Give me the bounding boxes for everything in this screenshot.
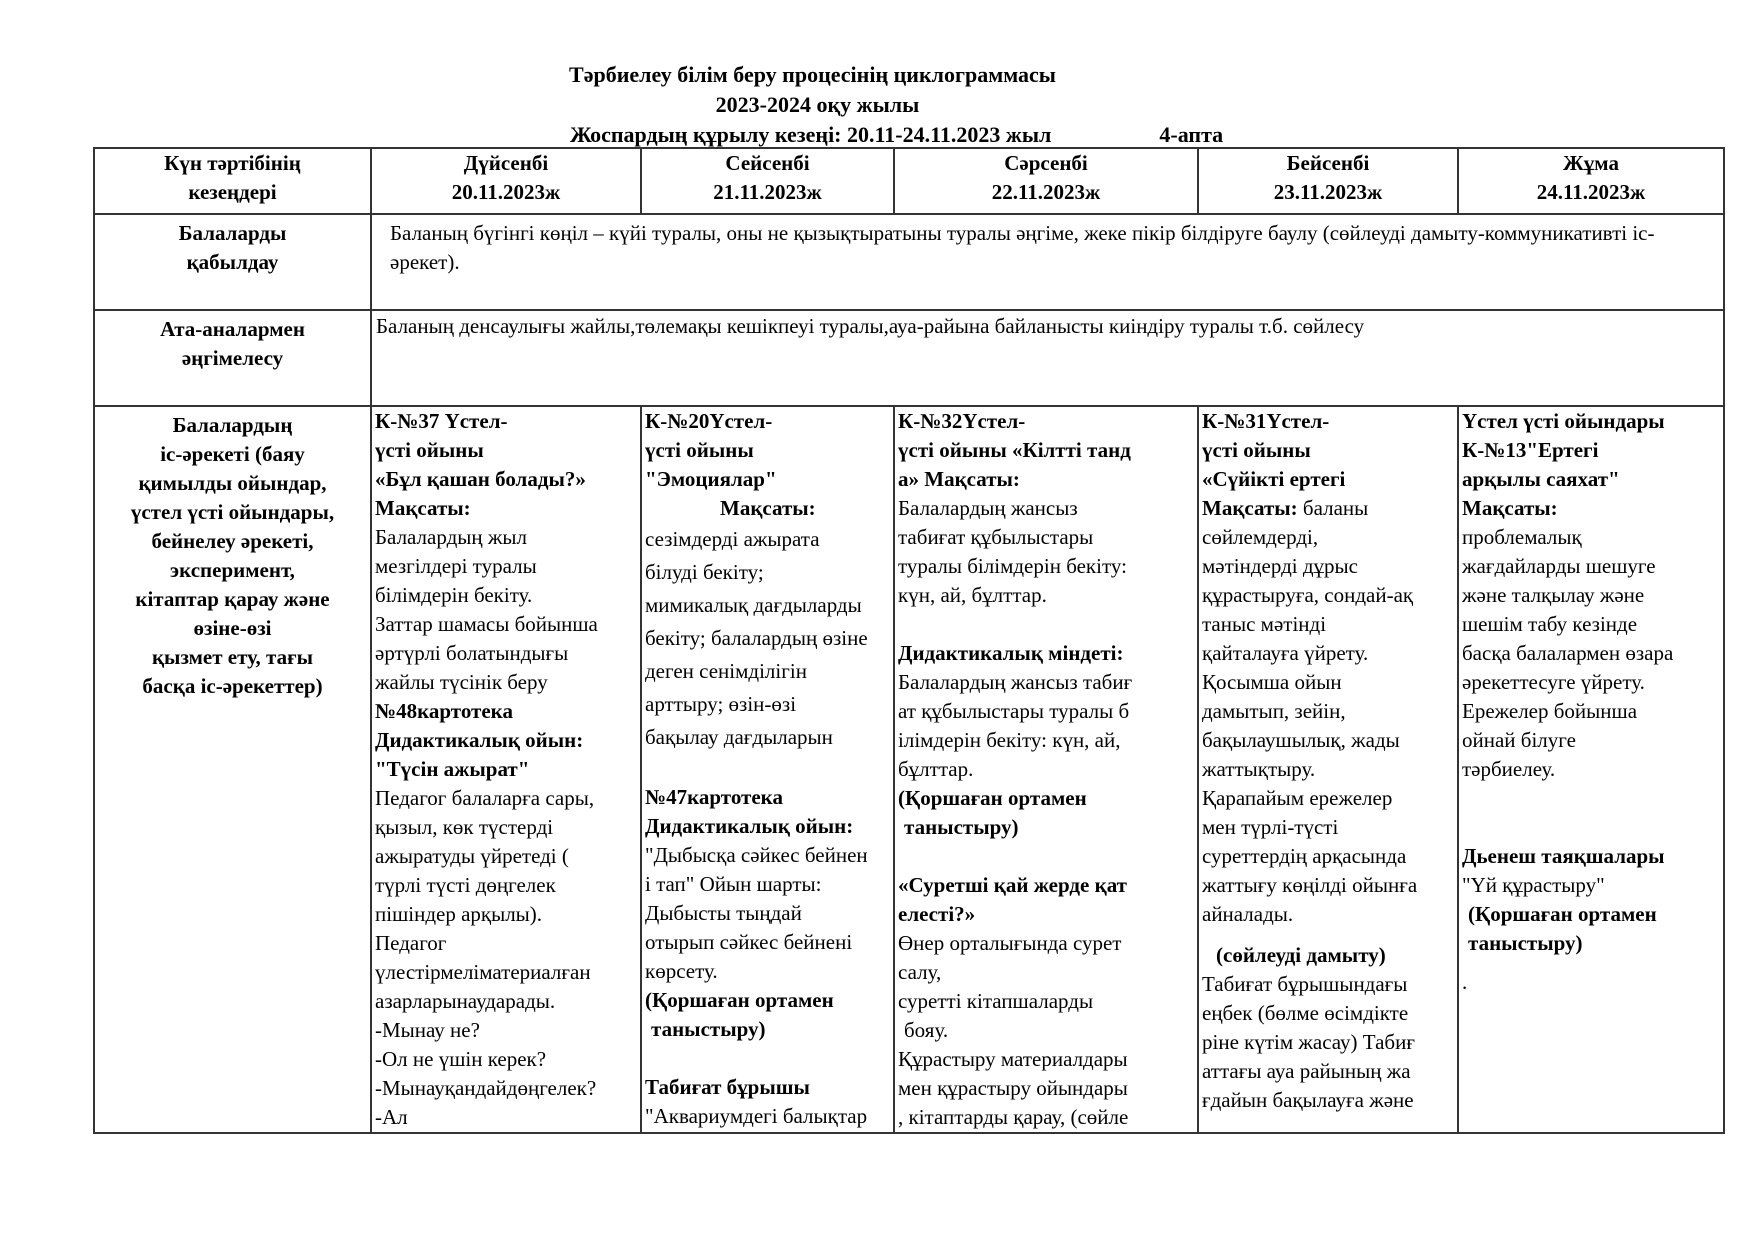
activity-line: «Сүйікті ертегі: [1202, 467, 1346, 491]
activity-line: түрлі түсті дөңгелек: [375, 873, 556, 897]
activity-line: К-№20Үстел-: [645, 409, 773, 433]
activity-line: Педагог: [375, 931, 447, 955]
activity-line: "Аквариумдегі балықтар: [645, 1104, 868, 1128]
activity-label-line: қимылды ойындар,: [138, 471, 327, 495]
activity-line: тәрбиелеу.: [1462, 757, 1556, 781]
wednesday-date: 22.11.2023ж: [991, 180, 1101, 204]
parents-label-line2: әңгімелесу: [181, 346, 284, 370]
header-row: [94, 148, 1724, 214]
activity-line: білімдерін бекіту.: [375, 583, 533, 607]
activity-line: құрастыруға, сондай-ақ: [1202, 583, 1414, 607]
week-label: 4-апта: [1159, 122, 1224, 147]
activity-line: үлестірмеліматериалған: [375, 960, 591, 984]
activity-line: сөйлемдерді,: [1202, 525, 1319, 549]
thursday-date: 23.11.2023ж: [1273, 180, 1383, 204]
activity-label-line: эксперимент,: [170, 558, 295, 582]
activity-line: ілімдерін бекіту: күн, ай,: [898, 728, 1121, 752]
period-text: Жоспардың құрылу кезеңі: 20.11-24.11.2023 жыл: [570, 122, 1052, 147]
activity-line: Үстел үсті ойындары: [1462, 409, 1665, 433]
activity-line: , кітаптарды қарау, (сөйле: [898, 1105, 1129, 1129]
activity-line: азарларынаударады.: [375, 989, 556, 1013]
activity-line: Дидактикалық ойын:: [375, 728, 584, 752]
activity-line: туралы білімдерін бекіту:: [898, 554, 1127, 578]
activity-line: суретті кітапшаларды: [898, 989, 1094, 1013]
activity-line: сезімдерді ажырата: [645, 527, 820, 551]
wednesday-label: Сәрсенбі: [1004, 151, 1088, 175]
activity-line: отырып сәйкес бейнені: [645, 930, 853, 954]
col-thursday: [1198, 148, 1458, 214]
activity-line: Табиғат бұрышы: [645, 1075, 810, 1099]
friday-activity: [1458, 406, 1724, 1133]
activity-line: дамытып, зейін,: [1202, 699, 1346, 723]
activity-line: -Ал: [375, 1105, 408, 1129]
activity-line: және талқылау және: [1462, 583, 1645, 607]
activity-line: -Мынауқандайдөңгелек?: [375, 1076, 597, 1100]
cyclogram-table: [93, 147, 1725, 1134]
activity-label: [94, 406, 371, 1133]
activity-line: ажыратуды үйретеді (: [375, 844, 569, 868]
activity-line: К-№37 Үстел-: [375, 409, 508, 433]
activity-line: .: [1462, 970, 1468, 994]
tuesday-label: Сейсенбі: [725, 151, 810, 175]
activity-line: мен түрлі-түсті: [1202, 815, 1339, 839]
activity-line: ғдайын бақылауға және: [1202, 1088, 1414, 1112]
activity-label-line: Балалардың: [172, 413, 293, 437]
activity-line: Мақсаты:: [1462, 496, 1558, 520]
activity-line: -Ол не үшін керек?: [375, 1047, 547, 1071]
activity-line: айналады.: [1202, 902, 1294, 926]
friday-label: Жұма: [1563, 151, 1619, 175]
reception-row: [94, 214, 1724, 310]
activity-line: әртүрлі болатындығы: [375, 641, 569, 665]
activity-line: "Үй құрастыру": [1462, 873, 1605, 897]
activity-line: үсті ойыны: [645, 438, 754, 462]
col-schedule: [94, 148, 371, 214]
activity-line: қайталауға үйрету.: [1202, 641, 1369, 665]
activity-line: жаттығу көңілді ойынға: [1202, 873, 1418, 897]
activity-label-line: басқа іс-әрекеттер): [142, 674, 323, 698]
friday-date: 24.11.2023ж: [1536, 180, 1646, 204]
activity-line: «Бұл қашан болады?»: [375, 467, 586, 491]
activity-line: жаттықтыру.: [1202, 757, 1316, 781]
reception-text: Баланың бүгінгі көңіл – күйі туралы, оны не қызықтыратыны туралы әңгіме, жеке пікір білдіруге баулу (сөйлеуді дамыту-коммуникативті іс-әрекет).: [371, 214, 1724, 310]
activity-line: таныстыру): [651, 1017, 766, 1041]
activity-line: Дидактикалық міндеті:: [898, 641, 1124, 665]
monday-date: 20.11.2023ж: [451, 180, 561, 204]
activity-line: "Дыбысқа сәйкес бейнен: [645, 843, 868, 867]
activity-line: бақылау дағдыларын: [645, 725, 833, 749]
activity-line: №48картотека: [375, 699, 513, 723]
activity-line: мәтіндерді дұрыс: [1202, 554, 1358, 578]
activity-line: Балалардың жансыз: [898, 496, 1078, 520]
activity-line: Мақсаты:: [375, 496, 471, 520]
activity-line: Қосымша ойын: [1202, 670, 1342, 694]
monday-label: Дүйсенбі: [463, 151, 549, 175]
activity-line: Табиғат бұрышындағы: [1202, 972, 1408, 996]
activity-line: аттағы ауа райының жа: [1202, 1059, 1411, 1083]
activity-line: К-№31Үстел-: [1202, 409, 1330, 433]
activity-line: (сөйлеуді дамыту): [1216, 943, 1386, 967]
activity-line: Заттар шамасы бойынша: [375, 612, 598, 636]
activity-line: бақылаушылық, жады: [1202, 728, 1400, 752]
activity-line: табиғат құбылыстары: [898, 525, 1094, 549]
tuesday-date: 21.11.2023ж: [713, 180, 822, 204]
activity-line: (Қоршаған ортамен: [898, 786, 1087, 810]
activity-label-line: іс-әрекеті (баяу: [160, 442, 305, 466]
activity-line: білуді бекіту;: [645, 560, 764, 584]
activity-line: Дыбысты тыңдай: [645, 901, 802, 925]
activity-label-line: өзіне-өзі: [193, 616, 272, 640]
activity-row: [94, 406, 1724, 1133]
activity-line: К-№13"Ертегі: [1462, 438, 1599, 462]
activity-label-line: үстел үсті ойындары,: [130, 500, 335, 524]
parents-row: [94, 310, 1724, 406]
parents-label: [94, 310, 371, 406]
col-wednesday: [894, 148, 1198, 214]
activity-line: үсті ойыны: [1202, 438, 1311, 462]
activity-line: а» Мақсаты:: [898, 467, 1020, 491]
activity-line: Ережелер бойынша: [1462, 699, 1638, 723]
activity-line: еңбек (бөлме өсімдікте: [1202, 1001, 1409, 1025]
activity-line: басқа балалармен өзара: [1462, 641, 1674, 665]
goal-label: Мақсаты:: [1202, 496, 1298, 520]
activity-line: Дидактикалық ойын:: [645, 814, 854, 838]
activity-line: «Суретші қай жерде қат: [898, 873, 1127, 897]
activity-line: [1202, 494, 1454, 523]
col-schedule-line1: Күн тәртібінің: [164, 151, 301, 175]
col-schedule-line2: кезеңдері: [188, 180, 277, 204]
activity-line: суреттердің арқасында: [1202, 844, 1407, 868]
reception-label-line2: қабылдау: [186, 250, 279, 274]
planning-period: [570, 120, 1223, 150]
activity-line: үсті ойыны «Кілтті танд: [898, 438, 1131, 462]
activity-line: ойнай білуге: [1462, 728, 1576, 752]
activity-line: мен құрастыру ойындары: [898, 1076, 1128, 1100]
reception-label-line1: Балаларды: [178, 221, 287, 245]
activity-line: деген сенімділігін: [645, 659, 807, 683]
activity-line: арттыру; өзін-өзі: [645, 692, 797, 716]
activity-line: әрекеттесуге үйрету.: [1462, 670, 1645, 694]
goal-text: баланы: [1297, 496, 1369, 520]
activity-line: ріне күтім жасау) Табиғ: [1202, 1030, 1415, 1054]
document-title: Тәрбиелеу білім беру процесінің циклограммасы: [569, 62, 1056, 87]
activity-line: Дьенеш таяқшалары: [1462, 844, 1665, 868]
activity-line: қызыл, көк түстерді: [375, 815, 554, 839]
activity-line: көрсету.: [645, 959, 718, 983]
activity-line: пішіндер арқылы).: [375, 902, 543, 926]
academic-year: 2023-2024 оқу жылы: [715, 92, 920, 117]
activity-line: -Мынау не?: [375, 1018, 480, 1042]
activity-line: проблемалық: [1462, 525, 1582, 549]
activity-line: (Қоршаған ортамен: [645, 988, 834, 1012]
activity-line: Мақсаты:: [720, 496, 816, 520]
activity-line: і тап" Ойын шарты:: [645, 872, 822, 896]
activity-line: күн, ай, бұлттар.: [898, 583, 1047, 607]
activity-line: таныс мәтінді: [1202, 612, 1327, 636]
activity-line: Құрастыру материалдары: [898, 1047, 1128, 1071]
activity-label-line: кітаптар қарау және: [135, 587, 330, 611]
activity-line: Қарапайым ережелер: [1202, 786, 1393, 810]
activity-line: "Эмоциялар": [645, 467, 777, 491]
activity-line: таныстыру): [1468, 931, 1583, 955]
activity-line: салу,: [898, 960, 942, 984]
activity-line: таныстыру): [904, 815, 1019, 839]
activity-line: жағдайларды шешуге: [1462, 554, 1656, 578]
reception-label: [94, 214, 371, 310]
thursday-activity: [1198, 406, 1458, 1133]
activity-line: арқылы саяхат": [1462, 467, 1620, 491]
activity-line: үсті ойыны: [375, 438, 484, 462]
col-friday: [1458, 148, 1724, 214]
activity-line: елесті?»: [898, 902, 976, 926]
activity-line: Педагог балаларға сары,: [375, 786, 595, 810]
col-tuesday: [641, 148, 894, 214]
activity-line: К-№32Үстел-: [898, 409, 1026, 433]
col-monday: [371, 148, 641, 214]
activity-line: бояу.: [904, 1018, 949, 1042]
activity-line: бекіту; балалардың өзіне: [645, 626, 868, 650]
monday-activity: [371, 406, 641, 1133]
activity-line: жайлы түсінік беру: [375, 670, 548, 694]
activity-line: №47картотека: [645, 785, 783, 809]
thursday-label: Бейсенбі: [1286, 151, 1370, 175]
activity-line: Өнер орталығында сурет: [898, 931, 1122, 955]
activity-label-line: қызмет ету, тағы: [151, 645, 314, 669]
activity-label-line: бейнелеу әрекеті,: [151, 529, 314, 553]
tuesday-activity: [641, 406, 894, 1133]
activity-line: Балалардың жыл: [375, 525, 527, 549]
activity-line: ат құбылыстары туралы б: [898, 699, 1130, 723]
activity-line: (Қоршаған ортамен: [1468, 902, 1657, 926]
activity-line: мезгілдері туралы: [375, 554, 537, 578]
activity-line: мимикалық дағдыларды: [645, 593, 862, 617]
activity-line: бұлттар.: [898, 757, 974, 781]
activity-line: Балалардың жансыз табиғ: [898, 670, 1133, 694]
parents-label-line1: Ата-аналармен: [160, 317, 305, 341]
activity-line: шешім табу кезінде: [1462, 612, 1638, 636]
wednesday-activity: [894, 406, 1198, 1133]
parents-text: Баланың денсаулығы жайлы,төлемақы кешікпеуі туралы,ауа-райына байланысты киіндіру туралы т.б. сөйлесу: [371, 310, 1724, 406]
activity-line: "Түсін ажырат": [375, 757, 530, 781]
